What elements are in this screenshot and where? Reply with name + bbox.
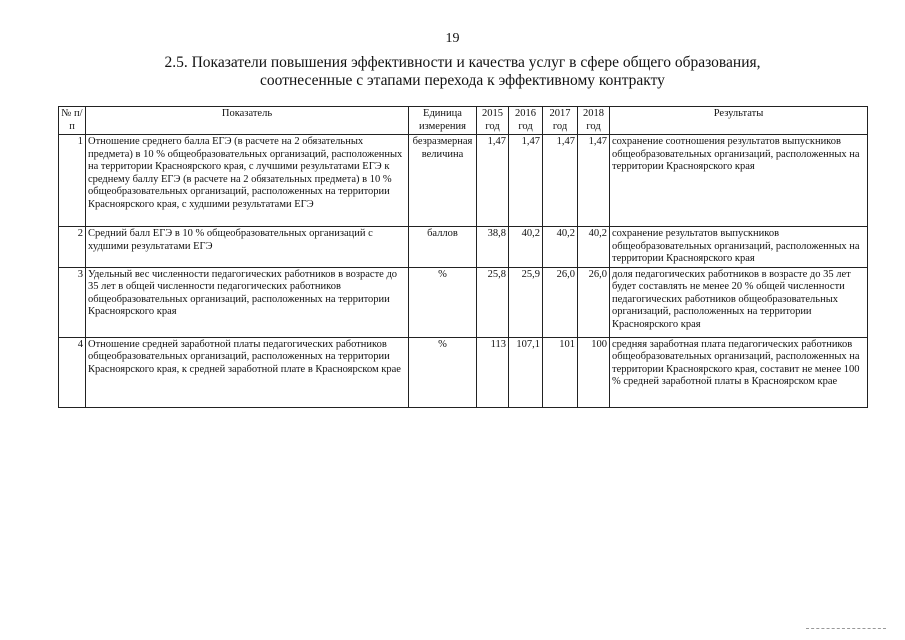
indicator-cell: Средний балл ЕГЭ в 10 % общеобразовательных организаций с худшими результатами ЕГЭ: [86, 227, 409, 268]
value-2017: 1,47: [543, 135, 578, 227]
value-2016: 107,1: [509, 337, 543, 407]
value-2018: 40,2: [578, 227, 610, 268]
value-2015: 1,47: [477, 135, 509, 227]
header-unit: Единица измерения: [409, 107, 477, 135]
scan-edge-mark: [806, 628, 886, 632]
unit-cell: %: [409, 337, 477, 407]
header-2015: 2015 год: [477, 107, 509, 135]
indicator-cell: Удельный вес численности педагогических работников в возрасте до 35 лет в общей численности педагогических работников общеобразовательных организаций, расположенных на территории Красноярского края: [86, 267, 409, 337]
section-title: [60, 54, 865, 90]
value-2018: 100: [578, 337, 610, 407]
results-cell: доля педагогических работников в возрасте до 35 лет будет составлять не менее 20 % общей численности педагогических работников общеобразовательных организаций, расположенных на территории Красноярского края: [610, 267, 868, 337]
value-2015: 38,8: [477, 227, 509, 268]
value-2015: 25,8: [477, 267, 509, 337]
value-2018: 1,47: [578, 135, 610, 227]
header-results: Результаты: [610, 107, 868, 135]
unit-cell: %: [409, 267, 477, 337]
row-number: 2: [59, 227, 86, 268]
row-number: 4: [59, 337, 86, 407]
value-2018: 26,0: [578, 267, 610, 337]
header-2018: 2018 год: [578, 107, 610, 135]
header-2016: 2016 год: [509, 107, 543, 135]
value-2016: 1,47: [509, 135, 543, 227]
value-2017: 40,2: [543, 227, 578, 268]
indicators-table: [58, 106, 868, 408]
table-row: [59, 227, 868, 268]
section-title-line-1: 2.5. Показатели повышения эффективности и качества услуг в сфере общего образования,: [164, 54, 761, 71]
value-2017: 26,0: [543, 267, 578, 337]
value-2015: 113: [477, 337, 509, 407]
table-row: [59, 267, 868, 337]
unit-cell: баллов: [409, 227, 477, 268]
value-2017: 101: [543, 337, 578, 407]
header-indicator: Показатель: [86, 107, 409, 135]
header-num: № п/п: [59, 107, 86, 135]
table-row: [59, 337, 868, 407]
row-number: 1: [59, 135, 86, 227]
unit-cell: безразмерная величина: [409, 135, 477, 227]
section-title-line-2: соотнесенные с этапами перехода к эффективному контракту: [260, 72, 665, 89]
table-row: [59, 135, 868, 227]
results-cell: сохранение соотношения результатов выпускников общеобразовательных организаций, расположенных на территории Красноярского края: [610, 135, 868, 227]
indicator-cell: Отношение среднего балла ЕГЭ (в расчете на 2 обязательных предмета) в 10 % общеобразовательных организаций, расположенных на территории Красноярского края, с лучшими результатами ЕГЭ к среднему баллу ЕГЭ (в расчете на 2 обязательных предмета) в 10 % общеобразовательных организаций, расположенных на территории Красноярского края, с худшими результатами ЕГЭ: [86, 135, 409, 227]
results-cell: средняя заработная плата педагогических работников общеобразовательных организаций, расположенных на территории Красноярского края, составит не менее 100 % средней заработной платы в Красноярском крае: [610, 337, 868, 407]
header-2017: 2017 год: [543, 107, 578, 135]
row-number: 3: [59, 267, 86, 337]
results-cell: сохранение результатов выпускников общеобразовательных организаций, расположенных на территории Красноярского края: [610, 227, 868, 268]
table-header-row: [59, 107, 868, 135]
value-2016: 40,2: [509, 227, 543, 268]
page-number: 19: [445, 31, 460, 46]
indicator-cell: Отношение средней заработной платы педагогических работников общеобразовательных организаций, расположенных на территории Красноярского края, к средней заработной плате в Красноярском крае: [86, 337, 409, 407]
value-2016: 25,9: [509, 267, 543, 337]
